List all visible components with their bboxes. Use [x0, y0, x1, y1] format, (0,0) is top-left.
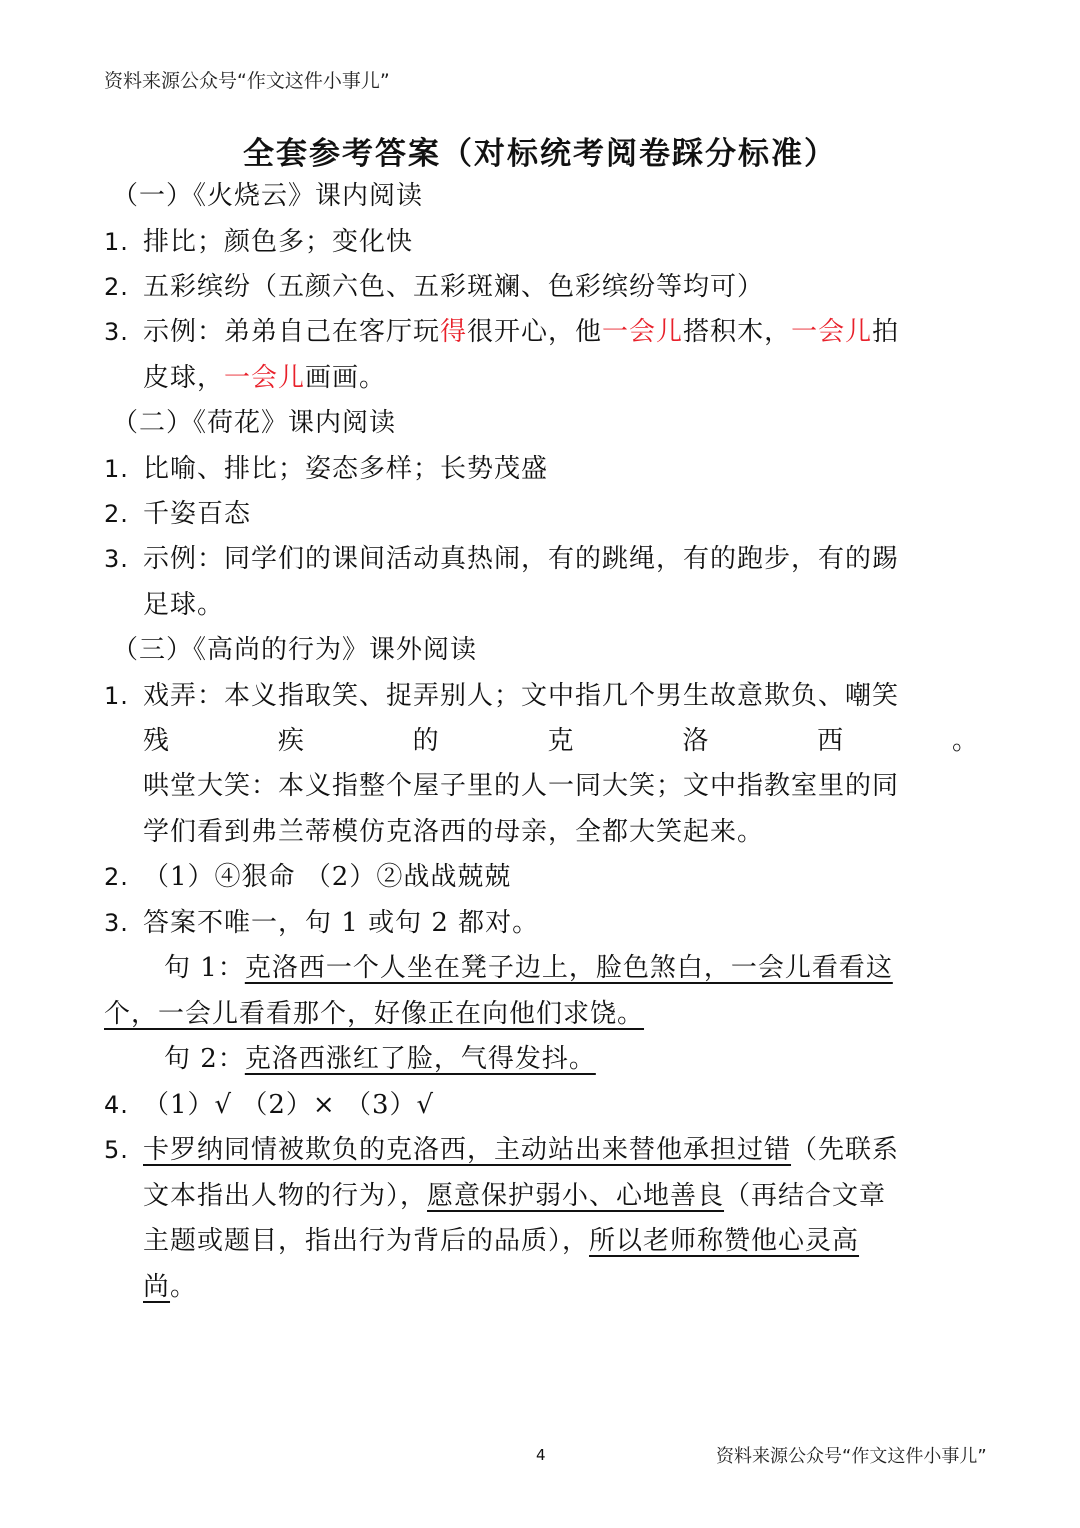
answer-text: 排比；颜色多；变化快 [143, 227, 414, 257]
answer-text: 戏弄：本义指取笑、捉弄别人；文中指几个男生故意欺负、嘲笑 [143, 681, 900, 711]
answer-3-5 [104, 1130, 979, 1170]
sentence-label: 句 2： [164, 1044, 245, 1074]
answer-text: 主题或题目，指出行为背后的品质）， [143, 1226, 590, 1256]
section-heading-1: （一）《火烧云》课内阅读 [112, 181, 424, 211]
justified-char: 的 [412, 726, 440, 756]
answer-text: 搭积木， [683, 317, 792, 347]
answer-number: 3. [104, 545, 129, 573]
answer-1-1 [104, 222, 979, 262]
answer-text: 很开心，他 [467, 317, 603, 347]
answer-3-1-line4: 学们看到弗兰蒂模仿克洛西的母亲，全都大笑起来。 [143, 817, 765, 847]
answer-text: 皮球， [143, 363, 225, 393]
answer-2-1 [104, 449, 979, 489]
section-heading-2: （二）《荷花》课内阅读 [112, 408, 397, 438]
answer-text: （再结合文章 [724, 1181, 887, 1211]
underlined-text: 克洛西涨红了脸，气得发抖。 [244, 1044, 596, 1074]
answer-number: 4. [104, 1091, 129, 1119]
answer-number: 1. [104, 455, 129, 483]
answer-3-2 [104, 857, 979, 897]
answer-3-1-justified-line [143, 721, 979, 761]
answer-text: 千姿百态 [143, 499, 252, 529]
answer-number: 2. [104, 863, 129, 891]
underlined-text: 卡罗纳同情被欺负的克洛西，主动站出来替他承担过错 [143, 1135, 792, 1165]
underlined-text: 尚 [143, 1272, 171, 1302]
answer-number: 2. [104, 273, 129, 301]
answer-text: 文本指出人物的行为）， [143, 1181, 428, 1211]
highlight-text: 一会儿 [224, 363, 306, 393]
answer-2-3-cont: 足球。 [143, 590, 225, 620]
answer-text: （1）④狠命 （2）②战战兢兢 [143, 862, 512, 892]
answer-text: （先联系 [791, 1135, 900, 1165]
answer-text: 拍 [872, 317, 900, 347]
answer-3-1 [104, 676, 979, 716]
underlined-text: 个，一会儿看看那个，好像正在向他们求饶。 [104, 999, 645, 1029]
sentence-label: 句 1： [164, 953, 245, 983]
sentence-2 [164, 1039, 979, 1079]
answer-number: 2. [104, 500, 129, 528]
answer-text: 。 [170, 1272, 198, 1302]
answer-3-3 [104, 903, 979, 943]
sentence-1-cont [104, 994, 979, 1034]
answer-text: 示例：同学们的课间活动真热闹，有的跳绳，有的跑步，有的踢 [143, 544, 900, 574]
answer-text: （1）√ （2）× （3）√ [143, 1090, 435, 1120]
answer-text: 画画。 [305, 363, 387, 393]
answer-2-2 [104, 494, 979, 534]
page-title: 全套参考答案（对标统考阅卷踩分标准） [243, 136, 837, 172]
justified-char: 。 [951, 726, 979, 756]
answer-3-5-line2 [143, 1176, 979, 1216]
answer-number: 3. [104, 909, 129, 937]
answer-2-3 [104, 539, 979, 579]
answer-3-5-line3 [143, 1221, 979, 1261]
highlight-text: 得 [440, 317, 468, 347]
answer-number: 1. [104, 228, 129, 256]
justified-char: 洛 [682, 726, 710, 756]
underlined-text: 克洛西一个人坐在凳子边上，脸色煞白，一会儿看看这 [244, 953, 893, 983]
page-number: 4 [536, 1446, 546, 1464]
answer-text: 示例：弟弟自己在客厅玩 [143, 317, 441, 347]
answer-number: 3. [104, 318, 129, 346]
justified-char: 残 [143, 726, 171, 756]
answer-3-4 [104, 1085, 979, 1125]
answer-text: 比喻、排比；姿态多样；长势茂盛 [143, 454, 549, 484]
justified-char: 克 [547, 726, 575, 756]
highlight-text: 一会儿 [791, 317, 873, 347]
justified-char: 疾 [277, 726, 305, 756]
answer-1-3 [104, 312, 979, 352]
answer-3-5-line4 [143, 1267, 979, 1307]
answer-text: 答案不唯一，句 1 或句 2 都对。 [143, 908, 540, 938]
highlight-text: 一会儿 [602, 317, 684, 347]
justified-char: 西 [817, 726, 845, 756]
answer-1-2 [104, 267, 979, 307]
underlined-text: 愿意保护弱小、心地善良 [427, 1181, 725, 1211]
answer-text: 五彩缤纷（五颜六色、五彩斑斓、色彩缤纷等均可） [143, 272, 765, 302]
answer-number: 1. [104, 682, 129, 710]
section-heading-3: （三）《高尚的行为》课外阅读 [112, 635, 478, 665]
answer-3-1-line3: 哄堂大笑：本义指整个屋子里的人一同大笑；文中指教室里的同 [143, 771, 900, 801]
footer-source: 资料来源公众号“作文这件小事儿” [716, 1446, 987, 1467]
sentence-1 [164, 948, 979, 988]
answer-number: 5. [104, 1136, 129, 1164]
answer-1-3-cont [143, 358, 979, 398]
header-source: 资料来源公众号“作文这件小事儿” [104, 70, 390, 92]
underlined-text: 所以老师称赞他心灵高 [589, 1226, 860, 1256]
